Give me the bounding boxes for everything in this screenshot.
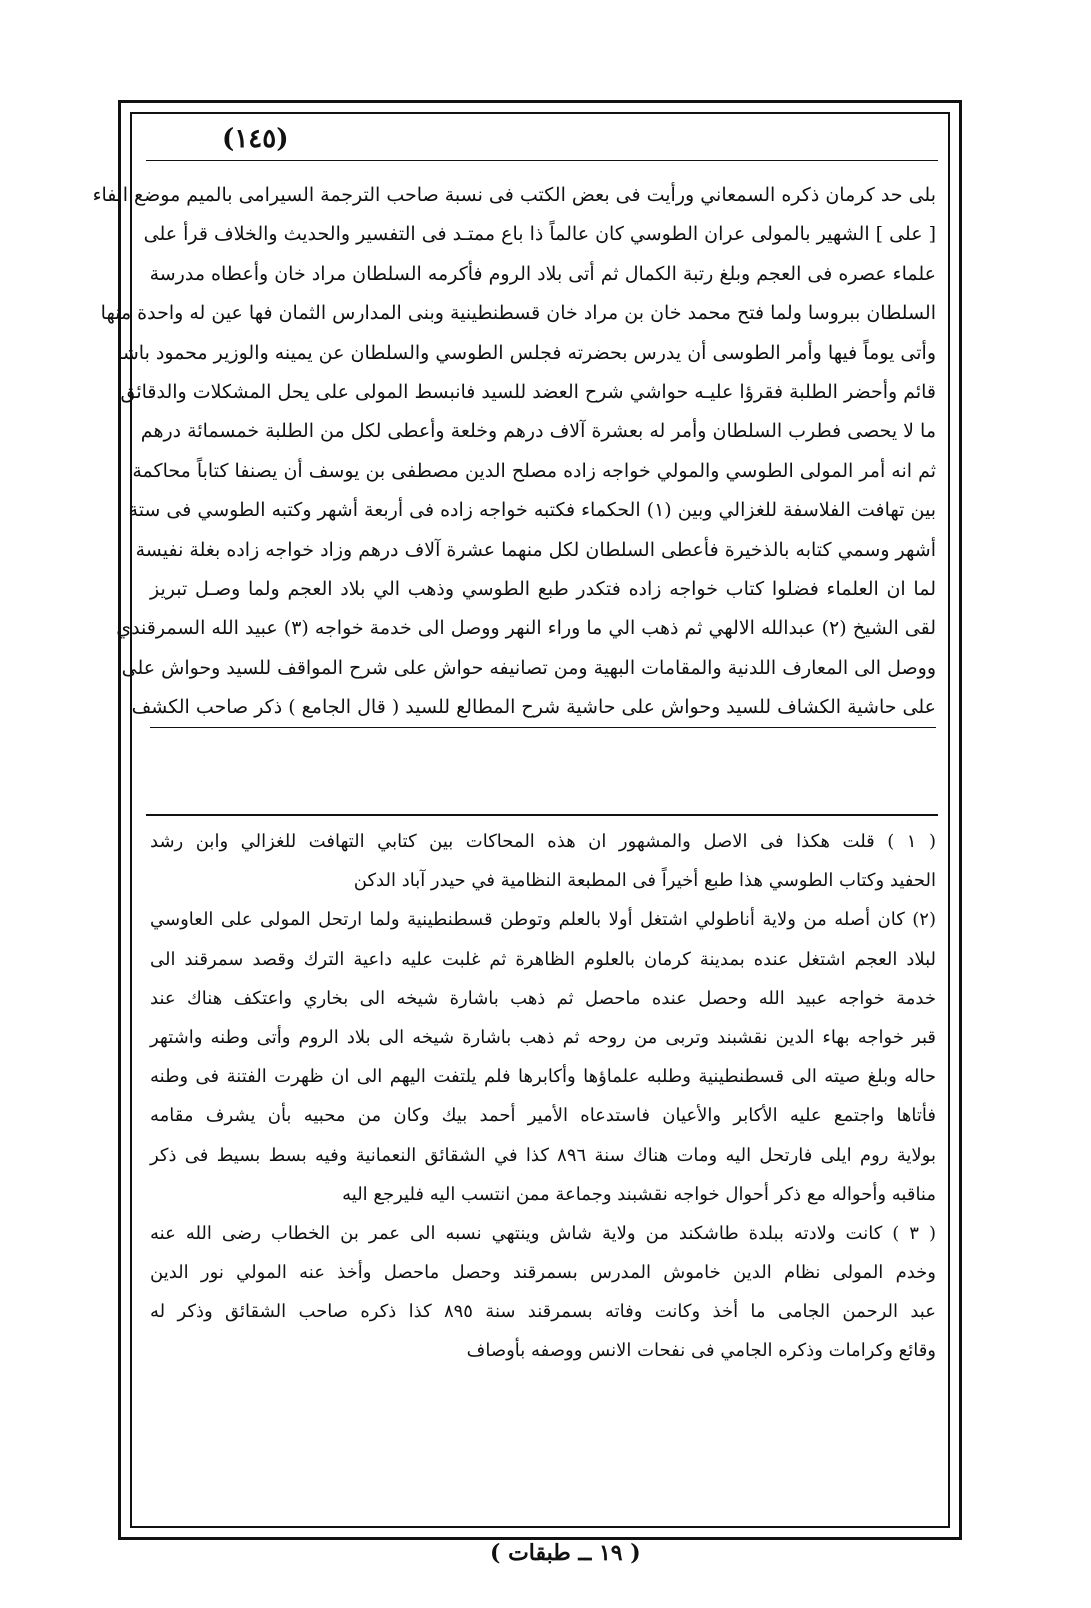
footnotes bbox=[150, 822, 936, 1371]
main-line: علماء عصره فى العجم وبلغ رتبة الكمال ثم أتى بلاد الروم فأكرمه السلطان مراد خان وأعطاه مدرسة bbox=[149, 262, 936, 285]
footnote-line: مناقبه وأحواله مع ذكر أحوال خواجه نقشبند وجماعة ممن انتسب اليه فليرجع اليه bbox=[342, 1183, 936, 1205]
main-line: [ على ] الشهير بالمولى عران الطوسي كان عالماً ذا باع ممتـد فى التفسير والحديث والخلاف قرأ على bbox=[143, 223, 936, 246]
footnote-separator bbox=[146, 814, 938, 816]
main-line: بلى حد كرمان ذكره السمعاني ورأيت فى بعض الكتب فى نسبة صاحب الترجمة السيرامى بالميم موضع الفاء bbox=[92, 184, 936, 206]
footnote-line: حاله وبلغ صيته الى قسطنطينية وطلبه علماؤها وأكابرها فلم يلتفت اليهم الى ان ظهرت الفتنة فى وطنه bbox=[150, 1066, 936, 1088]
main-line: وأتى يوماً فيها وأمر الطوسى أن يدرس بحضرته فجلس الطوسي والسلطان عن يمينه والوزير محمود باشا bbox=[117, 341, 936, 364]
main-line: ثم انه أمر المولى الطوسي والمولي خواجه زاده مصلح الدين مصطفى بن يوسف أن يصنفا كتاباً محاكمة bbox=[132, 459, 936, 482]
footnote-line: عبد الرحمن الجامى ما أخذ وكانت وفاته بسمرقند سنة ٨٩٥ كذا ذكره صاحب الشقائق وذكر له bbox=[150, 1301, 936, 1323]
page-number: (١٤٥) bbox=[222, 124, 289, 154]
main-line: السلطان ببروسا ولما فتح محمد خان بن مراد خان قسطنطينية وبنى المدارس الثمان فها عين له واحدة منها bbox=[100, 302, 936, 325]
main-line: لقى الشيخ (٢) عبدالله الالهي ثم ذهب الي ما وراء النهر ووصل الى خدمة خواجه (٣) عبيد الله السمرقندي bbox=[116, 617, 936, 640]
main-line: لما ان العلماء فضلوا كتاب خواجه زاده فتكدر طبع الطوسي وذهب الي بلاد العجم ولما وصـل تبريز bbox=[150, 577, 936, 600]
footnote-line: لبلاد العجم اشتغل عنده بمدينة كرمان بالعلوم الظاهرة ثم غلبت عليه داعية الترك وقصد سمرقند الى bbox=[150, 948, 936, 970]
main-line: ما لا يحصى فطرب السلطان وأمر له بعشرة آلاف درهم وخلعة وأعطى لكل من الطلبة خمسمائة درهم bbox=[140, 420, 936, 443]
footnote-line: الحفيد وكتاب الطوسي هذا طبع أخيراً فى المطبعة النظامية في حيدر آباد الدكن bbox=[353, 870, 936, 892]
footnote-line: خدمة خواجه عبيد الله وحصل عنده ماحصل ثم ذهب باشارة شيخه الى بخاري واعتكف هناك عند bbox=[150, 987, 936, 1009]
footnote-line: (٢) كان أصله من ولاية أناطولي اشتغل أولا بالعلم وتوطن قسطنطينية ولما ارتحل المولى على العاوسي bbox=[150, 909, 936, 931]
footnote-line: وخدم المولى نظام الدين خاموش المدرس بسمرقند وحصل ماحصل وأخذ عنه المولي نور الدين bbox=[150, 1262, 936, 1284]
main-line: ووصل الى المعارف اللدنية والمقامات البهية ومن تصانيفه حواش على شرح المواقف للسيد وحواش على bbox=[121, 656, 936, 679]
signature-mark: ( ١٩ ــ طبقات ) bbox=[490, 1540, 641, 1566]
footnote-line: وقائع وكرامات وذكره الجامي فى نفحات الانس ووصفه بأوصاف bbox=[466, 1340, 936, 1362]
footnote-line: بولاية روم ايلى فارتحل اليه ومات هناك سنة ٨٩٦ كذا في الشقائق النعمانية وفيه بسط بسيط فى ذكر bbox=[150, 1144, 936, 1166]
footnote-line: ( ٣ ) كانت ولادته ببلدة طاشكند من ولاية شاش وينتهي نسبه الى عمر بن الخطاب رضى الله عنه bbox=[150, 1222, 936, 1244]
main-line: بين تهافت الفلاسفة للغزالي وبين (١) الحكماء فكتبه خواجه زاده فى أربعة أشهر وكتبه الطوسي فى ستة bbox=[128, 499, 936, 522]
footnote-line: ( ١ ) قلت هكذا فى الاصل والمشهور ان هذه المحاكات بين كتابي التهافت للغزالي وابن رشد bbox=[150, 831, 936, 852]
main-line: على حاشية الكشاف للسيد وحواش على حاشية شرح المطالع للسيد ( قال الجامع ) ذكر صاحب الكشف bbox=[150, 688, 936, 728]
header-rule bbox=[146, 160, 938, 161]
main-line: أشهر وسمي كتابه بالذخيرة فأعطى السلطان لكل منهما عشرة آلاف درهم وزاد خواجه زاده بغلة نفيسة bbox=[135, 538, 936, 561]
main-text bbox=[92, 176, 936, 728]
main-line: قائم وأحضر الطلبة فقرؤا عليـه حواشي شرح العضد للسيد فانبسط المولى على يحل المشكلات والدقائق bbox=[120, 380, 936, 403]
footnote-line: قبر خواجه بهاء الدين نقشبند وتربى من روحه ثم ذهب باشارة شيخه الى بلاد الروم وأتى وطنه واشتهر bbox=[150, 1026, 936, 1048]
footnote-line: فأتاها واجتمع عليه الأكابر والأعيان فاستدعاه الأمير أحمد بيك وكان من محبيه بأن يشرف مقامه bbox=[150, 1105, 936, 1127]
